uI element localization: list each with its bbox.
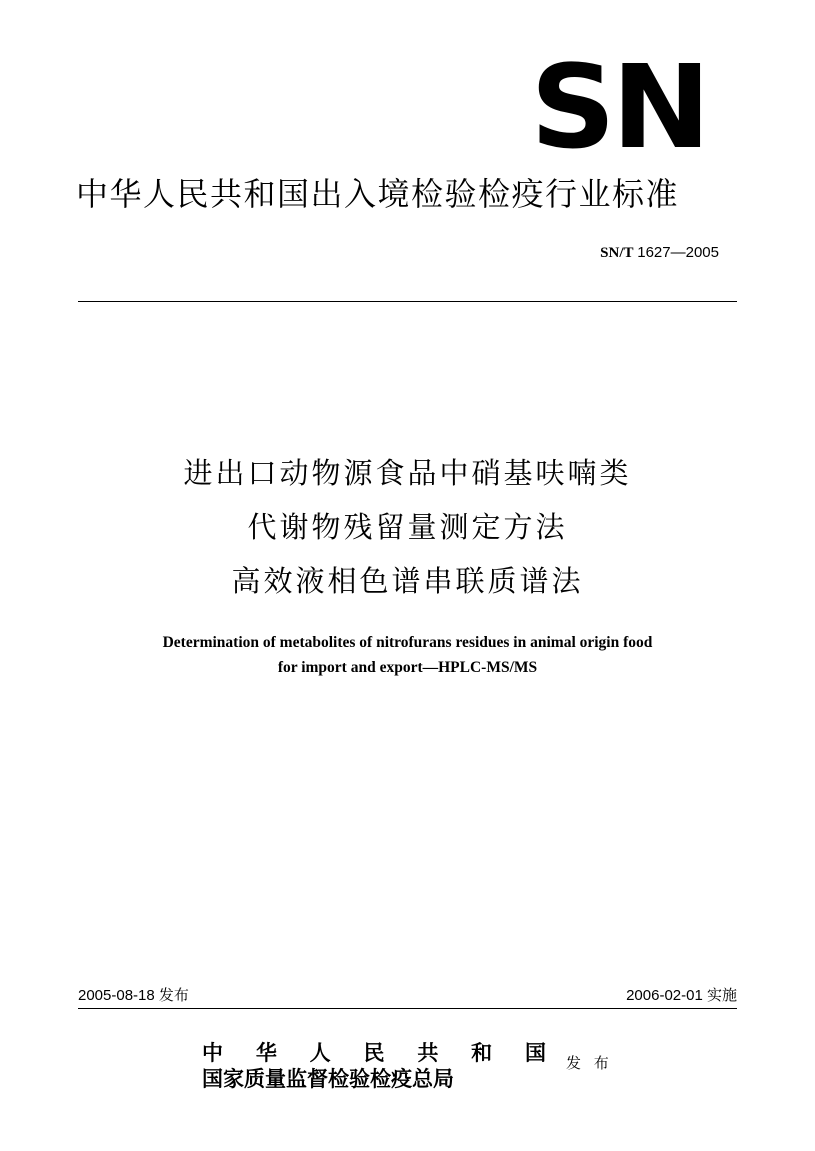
top-divider (78, 301, 737, 302)
issuer-country-char: 人 (309, 1040, 331, 1065)
issuer-names (202, 1040, 546, 1092)
standard-id: 1627—2005 (637, 244, 719, 261)
issuer-agency: 国家质量监督检验检疫总局 (202, 1066, 454, 1091)
sn-logo: SN (530, 39, 707, 175)
issuer-country-char: 共 (417, 1040, 439, 1065)
issuer-country-char: 中 (202, 1040, 223, 1065)
issuer-country-char: 国 (524, 1040, 546, 1065)
chinese-title (78, 446, 737, 608)
organization-title: 中华人民共和国出入境检验检疫行业标准 (76, 175, 680, 213)
issue-date: 2005-08-18 发布 (78, 987, 189, 1004)
english-title (78, 630, 737, 680)
issuer-country-char: 民 (363, 1040, 385, 1065)
issuer-block (202, 1040, 613, 1092)
english-title-line-1: Determination of metabolites of nitrofurans residues in animal origin food (162, 634, 653, 651)
standard-prefix: SN/T (600, 245, 634, 261)
chinese-title-line-2: 代谢物残留量测定方法 (247, 510, 568, 544)
english-title-line-2: for import and export—HPLC-MS/MS (277, 659, 538, 676)
chinese-title-line-3: 高效液相色谱串联质谱法 (231, 564, 584, 598)
bottom-divider (78, 1008, 737, 1009)
standard-number (600, 243, 719, 263)
chinese-title-line-1: 进出口动物源食品中硝基呋喃类 (183, 456, 632, 490)
issuer-country-char: 华 (255, 1040, 277, 1065)
issuer-country-char: 和 (471, 1040, 493, 1065)
implementation-date: 2006-02-01 实施 (626, 987, 737, 1004)
issuer-action: 发 布 (566, 1054, 613, 1072)
issuer-country (202, 1040, 546, 1066)
